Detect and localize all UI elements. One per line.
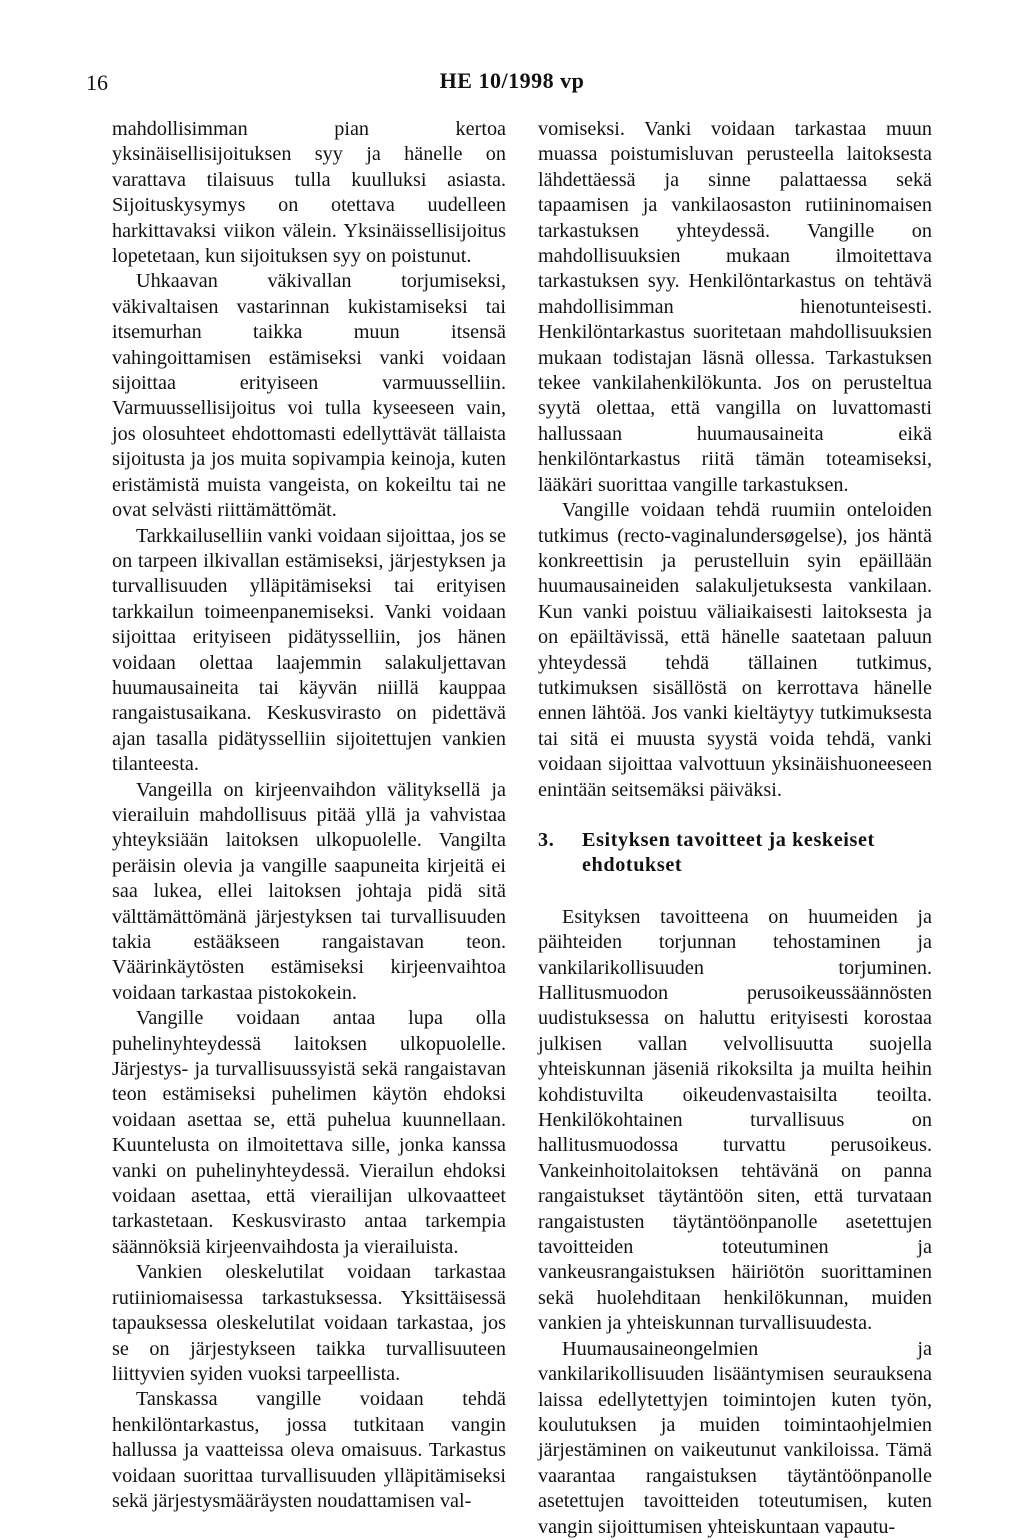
paragraph: Tarkkailuselliin vanki voidaan sijoittaa, jos se on tarpeen ilkivallan estämiseksi, järjestyksen ja turvallisuuden ylläpitämiseksi tai erityisen tarkkailun toimeenpanemiseksi. Vanki voidaan sijoittaa erityiseen pidätysselliin, jos hänen voidaan olettaa laajemmin salakuljettavan huumausaineita tai käyvän niillä kauppaa rangaistusaikana. Keskusvirasto on pidettävä ajan tasalla pidätysselliin sijoitettujen vankien tilanteesta. <box>112 524 506 776</box>
paragraph: Vankien oleskelutilat voidaan tarkastaa rutiiniomaisessa tarkastuksessa. Yksittäisessä tapauksessa oleskelutilat voidaan tarkastaa, jos se on järjestykseen taikka turvallisuuteen liittyvien syiden vuoksi tarpeellista. <box>112 1261 506 1385</box>
paragraph: mahdollisimman pian kertoa yksinäisellisijoituksen syy ja hänelle on varattava tilaisuus tulla kuulluksi asiasta. Sijoituskysymys on otettava uudelleen harkittavaksi viikon välein. Yksinäissellisijoitus lopetetaan, kun sijoituksen syy on poistunut. <box>112 118 506 268</box>
paragraph: Vangille voidaan tehdä ruumiin onteloiden tutkimus (recto-vaginalundersøgelse), jos häntä konkreettisin ja perustelluin syin epäillään huumausaineiden salakuljetuksesta vankilaan. Kun vanki poistuu väliaikaisesti laitoksesta ja on epäiltävissä, että hänelle saatetaan paluun yhteydessä tehdä tällainen tutkimus, tutkimuksen sisällöstä on kerrottava hänelle ennen lähtöä. Jos vanki kieltäytyy tutkimuksesta tai sitä ei muusta syystä voida tehdä, vanki voidaan sijoittaa valvottuun yksinäishuoneeseen enintään seitsemäksi päiväksi. <box>538 499 932 801</box>
paragraph: Esityksen tavoitteena on huumeiden ja päihteiden torjunnan tehostaminen ja vankilarikollisuuden torjuminen. Hallitusmuodon perusoikeussäännösten uudistuksessa on haluttu erityisesti korostaa julkisen vallan velvollisuutta suojella yhteiskunnan jäseniä rikoksilta ja muilta heihin kohdistuvilta oikeudenvastaisilta teoilta. Henkilökohtainen turvallisuus on hallitusmuodossa turvattu perusoikeus. Vankeinhoitolaitoksen tehtävänä on panna rangaistukset täytäntöön siten, että turvataan rangaistusten täytäntöönpanolle asetettujen tavoitteiden toteutuminen ja vankeusrangaistuksen häiriötön suorittaminen sekä huolehditaan henkilökunnan, muiden vankien ja yhteiskunnan turvallisuudesta. <box>538 905 932 1335</box>
paragraph: Vangeilla on kirjeenvaihdon välityksellä ja vierailuin mahdollisuus pitää yllä ja vahvistaa yhteyksiään laitoksen ulkopuolelle. Vangilta peräisin olevia ja vangille saapuneita kirjeitä ei saa lukea, ellei laitoksen johtaja pidä sitä välttämättömänä järjestyksen tai turvallisuuden takia estääkseen rangaistavan teon. Väärinkäytösten estämiseksi kirjeenvaihtoa voidaan tarkastaa pistokokein. <box>112 778 506 1004</box>
paragraph: vomiseksi. Vanki voidaan tarkastaa muun muassa poistumisluvan perusteella laitoksesta lähdettäessä ja sinne palattaessa sekä tapaamisen ja vankilaosaston rutiininomaisen tarkastuksen yhteydessä. Vangille on mahdollisuuksien mukaan ilmoitettava tarkastuksen syy. Henkilöntarkastus on tehtävä mahdollisimman hienotunteisesti. Henkilöntarkastus suoritetaan mahdollisuuksien mukaan todistajan läsnä ollessa. Tarkastuksen tekee vankilahenkilökunta. Jos on perusteltua syytä olettaa, että vangilla on luvattomasti hallussaan huumausaineita eikä henkilöntarkastus riitä tämän toteamiseksi, lääkäri suorittaa vangille tarkastuksen. <box>538 118 932 496</box>
paragraph: Vangille voidaan antaa lupa olla puhelinyhteydessä laitoksen ulkopuolelle. Järjestys- ja turvallisuussyistä sekä rangaistavan teon estämiseksi puhelimen käytön ehdoksi voidaan asettaa se, että puhelua kuunnellaan. Kuuntelusta on ilmoitettava sille, jonka kanssa vanki on puhelinyhteydessä. Vierailun ehdoksi voidaan asettaa, että vierailijan ulkovaatteet tarkastetaan. Keskusvirasto antaa tarkempia säännöksiä kirjeenvaihdosta ja vierailuista. <box>112 1007 506 1258</box>
page-number: 16 <box>86 70 108 95</box>
left-text-column <box>112 117 506 1514</box>
section-heading <box>538 828 932 879</box>
section-title: Esityksen tavoitteet ja keskeiset ehdotukset <box>582 828 875 877</box>
paragraph: Huumausaineongelmien ja vankilarikollisuuden lisääntymisen seurauksena laissa edellytettyjen toimintojen kuten työn, koulutuksen ja muiden toimintaohjelmien järjestäminen on vaikeutunut vankiloissa. Tämä vaarantaa rangaistuksen täytäntöönpanolle asetettujen tavoitteiden toteutumisen, kuten vangin sijoittumisen yhteiskuntaan vapautu- <box>538 1337 932 1538</box>
section-number: 3. <box>538 828 555 851</box>
paragraph: Tanskassa vangille voidaan tehdä henkilöntarkastus, jossa tutkitaan vangin hallussa ja vaatteissa oleva omaisuus. Tarkastus voidaan suorittaa turvallisuuden ylläpitämiseksi sekä järjestysmääräysten noudattamisen val- <box>112 1388 506 1512</box>
paragraph: Uhkaavan väkivallan torjumiseksi, väkivaltaisen vastarinnan kukistamiseksi tai itsemurhan taikka muun itsensä vahingoittamisen estämiseksi vanki voidaan sijoittaa erityiseen varmuusselliin. Varmuussellisijoitus voi tulla kyseeseen vain, jos olosuhteet ehdottomasti edellyttävät tällaista sijoitusta ja jos muita sopivampia keinoja, kuten eristämistä muista vangeista, on kokeiltu tai ne ovat selvästi riittämättömät. <box>112 270 506 522</box>
right-text-column <box>538 117 932 1540</box>
document-header-title: HE 10/1998 vp <box>439 68 585 93</box>
